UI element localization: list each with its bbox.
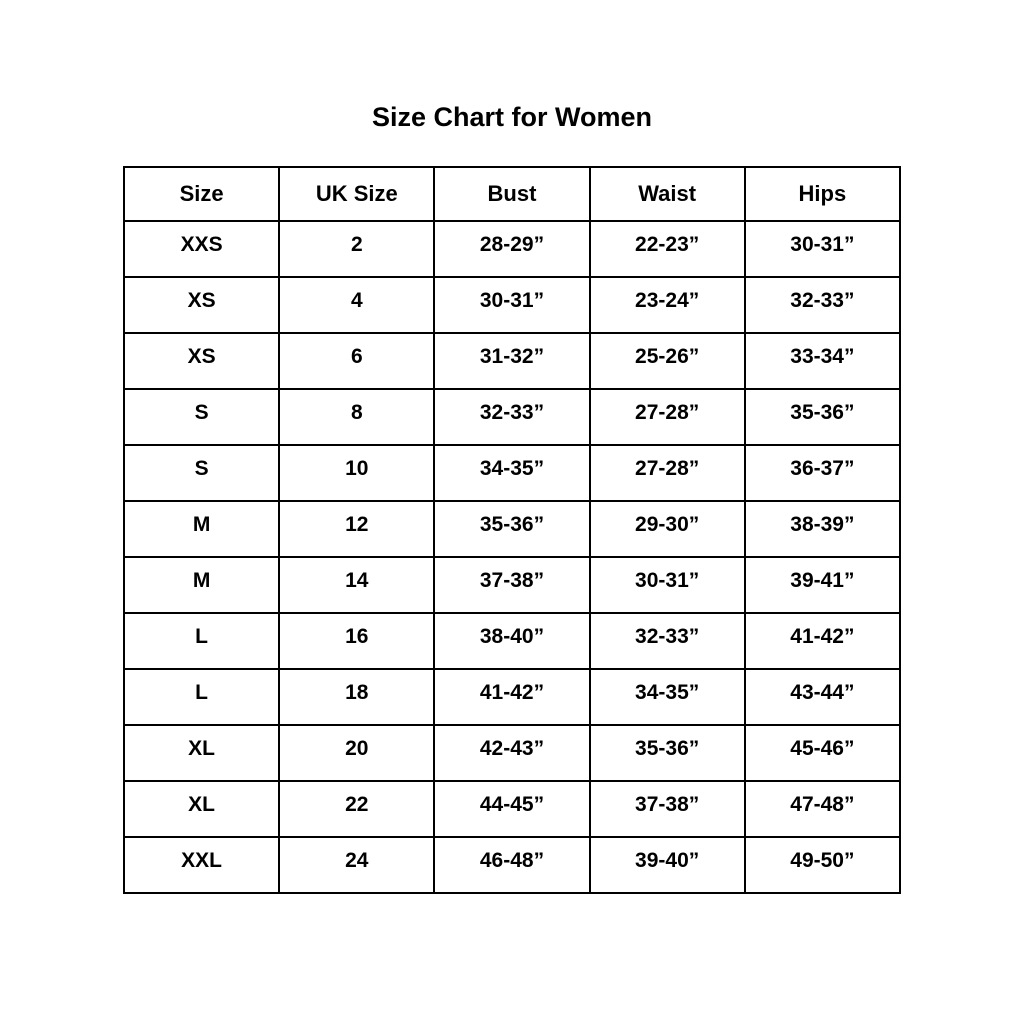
cell-waist: 27-28” [590, 389, 745, 445]
cell-waist: 22-23” [590, 221, 745, 277]
table-row [124, 725, 900, 781]
table-row [124, 613, 900, 669]
cell-hips: 38-39” [745, 501, 900, 557]
cell-hips: 30-31” [745, 221, 900, 277]
cell-hips: 43-44” [745, 669, 900, 725]
cell-uk-size: 14 [279, 557, 434, 613]
table-row [124, 557, 900, 613]
cell-bust: 38-40” [434, 613, 589, 669]
cell-uk-size: 6 [279, 333, 434, 389]
cell-waist: 23-24” [590, 277, 745, 333]
cell-bust: 31-32” [434, 333, 589, 389]
cell-uk-size: 18 [279, 669, 434, 725]
column-header-uk-size: UK Size [279, 167, 434, 221]
cell-hips: 35-36” [745, 389, 900, 445]
cell-waist: 29-30” [590, 501, 745, 557]
cell-uk-size: 24 [279, 837, 434, 893]
cell-uk-size: 4 [279, 277, 434, 333]
cell-uk-size: 2 [279, 221, 434, 277]
cell-size: M [124, 557, 279, 613]
cell-size: S [124, 389, 279, 445]
cell-bust: 35-36” [434, 501, 589, 557]
cell-bust: 41-42” [434, 669, 589, 725]
table-body [124, 221, 900, 893]
cell-size: L [124, 613, 279, 669]
cell-waist: 35-36” [590, 725, 745, 781]
table-row [124, 781, 900, 837]
cell-bust: 30-31” [434, 277, 589, 333]
cell-size: S [124, 445, 279, 501]
column-header-hips: Hips [745, 167, 900, 221]
cell-size: XXL [124, 837, 279, 893]
table-row [124, 389, 900, 445]
cell-size: XS [124, 333, 279, 389]
cell-uk-size: 8 [279, 389, 434, 445]
cell-uk-size: 20 [279, 725, 434, 781]
cell-hips: 33-34” [745, 333, 900, 389]
table-header [124, 167, 900, 221]
cell-uk-size: 10 [279, 445, 434, 501]
cell-waist: 25-26” [590, 333, 745, 389]
table-row [124, 669, 900, 725]
header-row [124, 167, 900, 221]
cell-uk-size: 22 [279, 781, 434, 837]
column-header-size: Size [124, 167, 279, 221]
cell-bust: 34-35” [434, 445, 589, 501]
cell-waist: 34-35” [590, 669, 745, 725]
cell-bust: 37-38” [434, 557, 589, 613]
table-row [124, 445, 900, 501]
cell-hips: 39-41” [745, 557, 900, 613]
column-header-bust: Bust [434, 167, 589, 221]
cell-waist: 37-38” [590, 781, 745, 837]
cell-size: L [124, 669, 279, 725]
cell-waist: 32-33” [590, 613, 745, 669]
cell-hips: 47-48” [745, 781, 900, 837]
cell-size: XS [124, 277, 279, 333]
cell-waist: 30-31” [590, 557, 745, 613]
table-row [124, 837, 900, 893]
cell-size: XL [124, 781, 279, 837]
cell-size: M [124, 501, 279, 557]
cell-bust: 46-48” [434, 837, 589, 893]
cell-hips: 49-50” [745, 837, 900, 893]
cell-hips: 41-42” [745, 613, 900, 669]
cell-bust: 32-33” [434, 389, 589, 445]
cell-size: XL [124, 725, 279, 781]
cell-hips: 32-33” [745, 277, 900, 333]
cell-bust: 44-45” [434, 781, 589, 837]
cell-hips: 36-37” [745, 445, 900, 501]
table-row [124, 501, 900, 557]
table-row [124, 221, 900, 277]
table-row [124, 333, 900, 389]
cell-bust: 42-43” [434, 725, 589, 781]
cell-waist: 39-40” [590, 837, 745, 893]
cell-uk-size: 16 [279, 613, 434, 669]
column-header-waist: Waist [590, 167, 745, 221]
size-chart-table [123, 166, 901, 894]
table-row [124, 277, 900, 333]
cell-waist: 27-28” [590, 445, 745, 501]
cell-size: XXS [124, 221, 279, 277]
cell-uk-size: 12 [279, 501, 434, 557]
page-title: Size Chart for Women [371, 102, 653, 132]
cell-bust: 28-29” [434, 221, 589, 277]
cell-hips: 45-46” [745, 725, 900, 781]
